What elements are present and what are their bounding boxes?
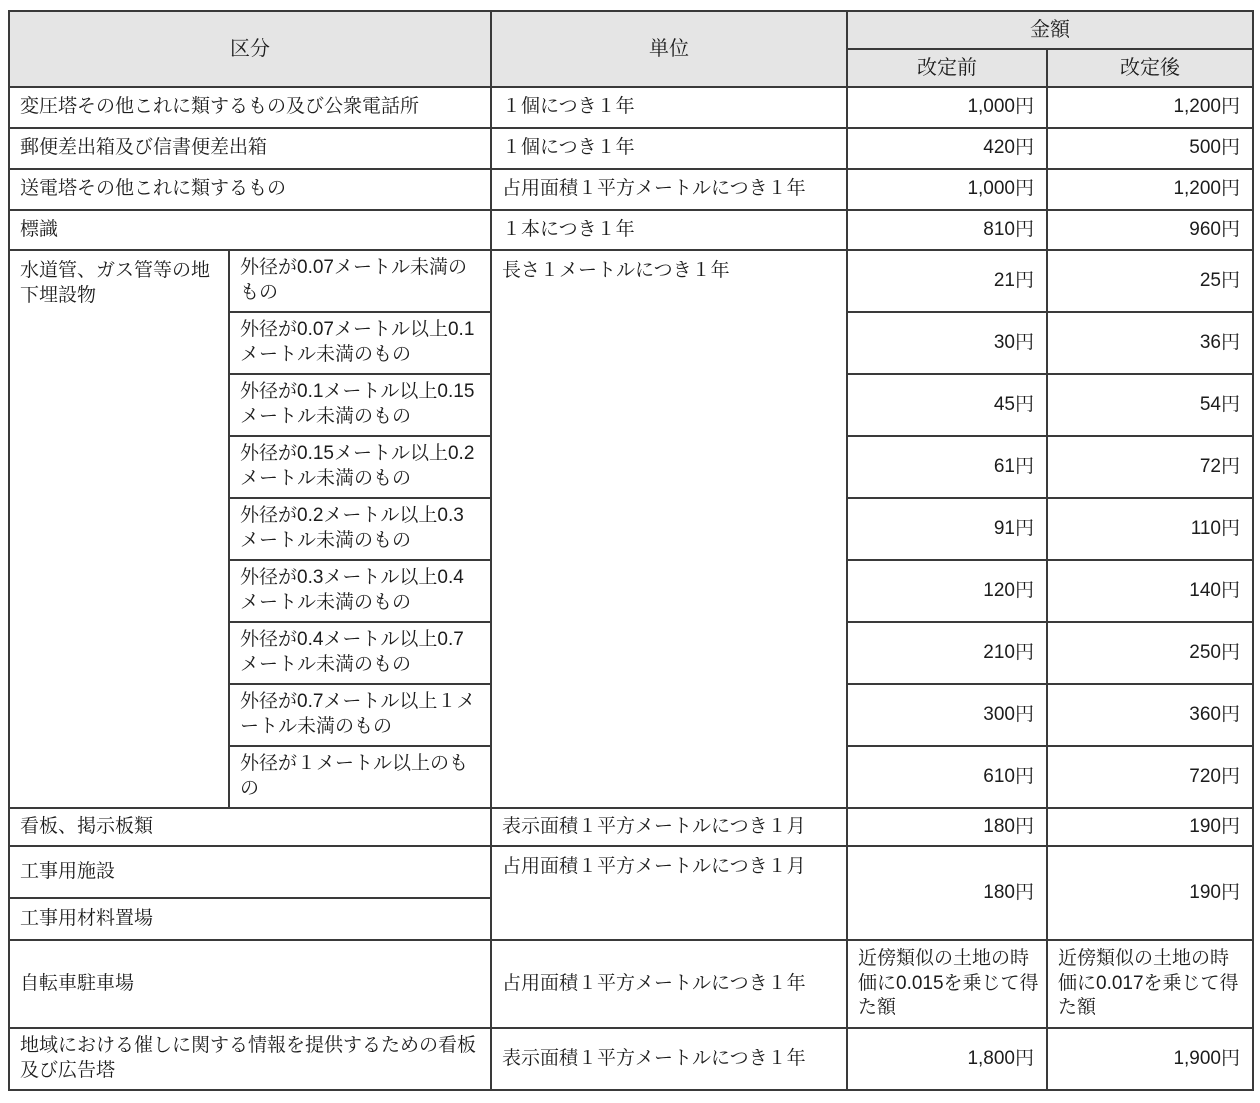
row-transmission-tower xyxy=(9,169,1253,210)
amount-after-cell: 500円 xyxy=(1047,128,1253,169)
subcategory-cell: 外径が0.4メートル以上0.7メートル未満のもの xyxy=(229,622,491,684)
fee-table-container xyxy=(8,10,1254,1091)
amount-after-cell: 960円 xyxy=(1047,210,1253,250)
unit-cell: １個につき１年 xyxy=(491,128,847,169)
unit-cell: 占用面積１平方メートルにつき１月 xyxy=(491,846,847,940)
amount-before-cell: 30円 xyxy=(847,312,1047,374)
amount-before-cell: 180円 xyxy=(847,808,1047,846)
unit-cell: 長さ１メートルにつき１年 xyxy=(491,250,847,808)
amount-before-cell: 近傍類似の土地の時価に0.015を乗じて得た額 xyxy=(847,940,1047,1028)
amount-before-cell: 21円 xyxy=(847,250,1047,312)
subcategory-cell: 外径が0.1メートル以上0.15メートル未満のもの xyxy=(229,374,491,436)
row-transformer-tower xyxy=(9,87,1253,128)
subcategory-cell: 外径が0.15メートル以上0.2メートル未満のもの xyxy=(229,436,491,498)
amount-after-cell: 54円 xyxy=(1047,374,1253,436)
amount-before-cell: 810円 xyxy=(847,210,1047,250)
amount-before-cell: 1,000円 xyxy=(847,169,1047,210)
unit-cell: 表示面積１平方メートルにつき１年 xyxy=(491,1028,847,1090)
amount-after-cell: 360円 xyxy=(1047,684,1253,746)
category-cell: 送電塔その他これに類するもの xyxy=(9,169,491,210)
header-row-1 xyxy=(9,11,1253,49)
subcategory-cell: 外径が0.7メートル以上１メートル未満のもの xyxy=(229,684,491,746)
amount-before-cell: 61円 xyxy=(847,436,1047,498)
amount-after-cell: 190円 xyxy=(1047,846,1253,940)
category-cell: 変圧塔その他これに類するもの及び公衆電話所 xyxy=(9,87,491,128)
category-group-cell: 水道管、ガス管等の地下埋設物 xyxy=(9,250,229,808)
amount-before-cell: 120円 xyxy=(847,560,1047,622)
subcategory-cell: 外径が0.07メートル以上0.1メートル未満のもの xyxy=(229,312,491,374)
row-mailbox xyxy=(9,128,1253,169)
header-amount: 金額 xyxy=(847,11,1253,49)
amount-after-cell: 1,200円 xyxy=(1047,87,1253,128)
amount-after-cell: 110円 xyxy=(1047,498,1253,560)
category-cell: 地域における催しに関する情報を提供するための看板及び広告塔 xyxy=(9,1028,491,1090)
category-cell: 郵便差出箱及び信書便差出箱 xyxy=(9,128,491,169)
amount-before-cell: 45円 xyxy=(847,374,1047,436)
row-sign xyxy=(9,210,1253,250)
amount-after-cell: 250円 xyxy=(1047,622,1253,684)
category-cell: 標識 xyxy=(9,210,491,250)
subcategory-cell: 外径が１メートル以上のもの xyxy=(229,746,491,808)
amount-before-cell: 610円 xyxy=(847,746,1047,808)
row-bicycle-parking xyxy=(9,940,1253,1028)
amount-after-cell: 36円 xyxy=(1047,312,1253,374)
amount-before-cell: 1,800円 xyxy=(847,1028,1047,1090)
amount-before-cell: 420円 xyxy=(847,128,1047,169)
header-unit: 単位 xyxy=(491,11,847,87)
row-local-event-billboard xyxy=(9,1028,1253,1090)
amount-after-cell: 近傍類似の土地の時価に0.017を乗じて得た額 xyxy=(1047,940,1253,1028)
amount-after-cell: 72円 xyxy=(1047,436,1253,498)
category-cell: 看板、掲示板類 xyxy=(9,808,491,846)
unit-cell: １個につき１年 xyxy=(491,87,847,128)
header-category: 区分 xyxy=(9,11,491,87)
amount-after-cell: 1,200円 xyxy=(1047,169,1253,210)
subcategory-cell: 外径が0.3メートル以上0.4メートル未満のもの xyxy=(229,560,491,622)
category-cell: 工事用施設 xyxy=(9,846,491,898)
amount-before-cell: 300円 xyxy=(847,684,1047,746)
row-underground-pipes-1 xyxy=(9,250,1253,312)
unit-cell: 占用面積１平方メートルにつき１年 xyxy=(491,940,847,1028)
amount-before-cell: 91円 xyxy=(847,498,1047,560)
amount-after-cell: 720円 xyxy=(1047,746,1253,808)
amount-after-cell: 1,900円 xyxy=(1047,1028,1253,1090)
amount-before-cell: 1,000円 xyxy=(847,87,1047,128)
category-cell: 自転車駐車場 xyxy=(9,940,491,1028)
unit-cell: 表示面積１平方メートルにつき１月 xyxy=(491,808,847,846)
subcategory-cell: 外径が0.07メートル未満のもの xyxy=(229,250,491,312)
subcategory-cell: 外径が0.2メートル以上0.3メートル未満のもの xyxy=(229,498,491,560)
occupancy-fee-table xyxy=(8,10,1254,1091)
unit-cell: 占用面積１平方メートルにつき１年 xyxy=(491,169,847,210)
row-billboard xyxy=(9,808,1253,846)
row-construction-facility xyxy=(9,846,1253,898)
amount-before-cell: 210円 xyxy=(847,622,1047,684)
amount-after-cell: 140円 xyxy=(1047,560,1253,622)
unit-cell: １本につき１年 xyxy=(491,210,847,250)
category-cell: 工事用材料置場 xyxy=(9,898,491,940)
amount-before-cell: 180円 xyxy=(847,846,1047,940)
amount-after-cell: 25円 xyxy=(1047,250,1253,312)
amount-after-cell: 190円 xyxy=(1047,808,1253,846)
header-after-highlighted: 改定後 xyxy=(1047,49,1253,87)
header-before: 改定前 xyxy=(847,49,1047,87)
